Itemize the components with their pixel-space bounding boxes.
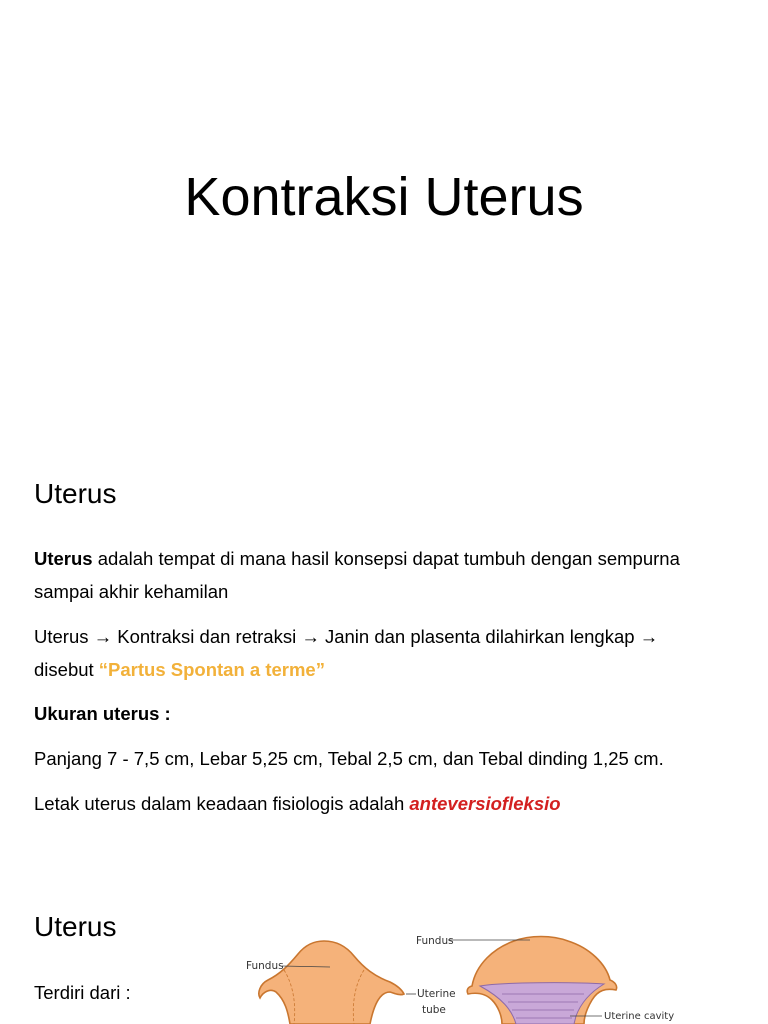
uterus-diagram-svg — [240, 920, 680, 1024]
position-paragraph — [34, 787, 734, 820]
page-title: Kontraksi Uterus — [184, 167, 584, 227]
label-fundus-left: Fundus — [246, 960, 284, 972]
label-uterine-tube-1: Uterine — [417, 988, 456, 1000]
flow-text-line1: Uterus → Kontraksi dan retraksi → Janin dan plasenta dilahirkan lengkap → — [34, 626, 659, 647]
definition-paragraph — [34, 542, 734, 608]
size-values: Panjang 7 - 7,5 cm, Lebar 5,25 cm, Tebal 2,5 cm, dan Tebal dinding 1,25 cm. — [34, 748, 664, 769]
position-term: anteversiofleksio — [409, 793, 561, 814]
flow-text-prefix: disebut — [34, 659, 99, 680]
position-text: Letak uterus dalam keadaan fisiologis adalah — [34, 793, 410, 814]
composition-intro: Terdiri dari : — [34, 982, 131, 1003]
section-heading-uterus-2: Uterus — [34, 911, 117, 942]
uterus-left-shape — [259, 941, 404, 1024]
uterus-diagram — [240, 920, 680, 1024]
flow-paragraph — [34, 620, 734, 686]
definition-text: adalah tempat di mana hasil konsepsi dapat tumbuh dengan sempurna — [92, 548, 680, 569]
size-label: Ukuran uterus : — [34, 703, 171, 724]
partus-highlight: “Partus Spontan a terme” — [98, 659, 325, 680]
section-heading-uterus: Uterus — [34, 478, 117, 509]
definition-term: Uterus — [34, 548, 93, 569]
label-uterine-tube-2: tube — [422, 1004, 446, 1016]
label-uterine-cavity: Uterine cavity — [604, 1011, 675, 1022]
definition-text-line2: sampai akhir kehamilan — [34, 581, 229, 602]
label-fundus-right: Fundus — [416, 935, 454, 947]
